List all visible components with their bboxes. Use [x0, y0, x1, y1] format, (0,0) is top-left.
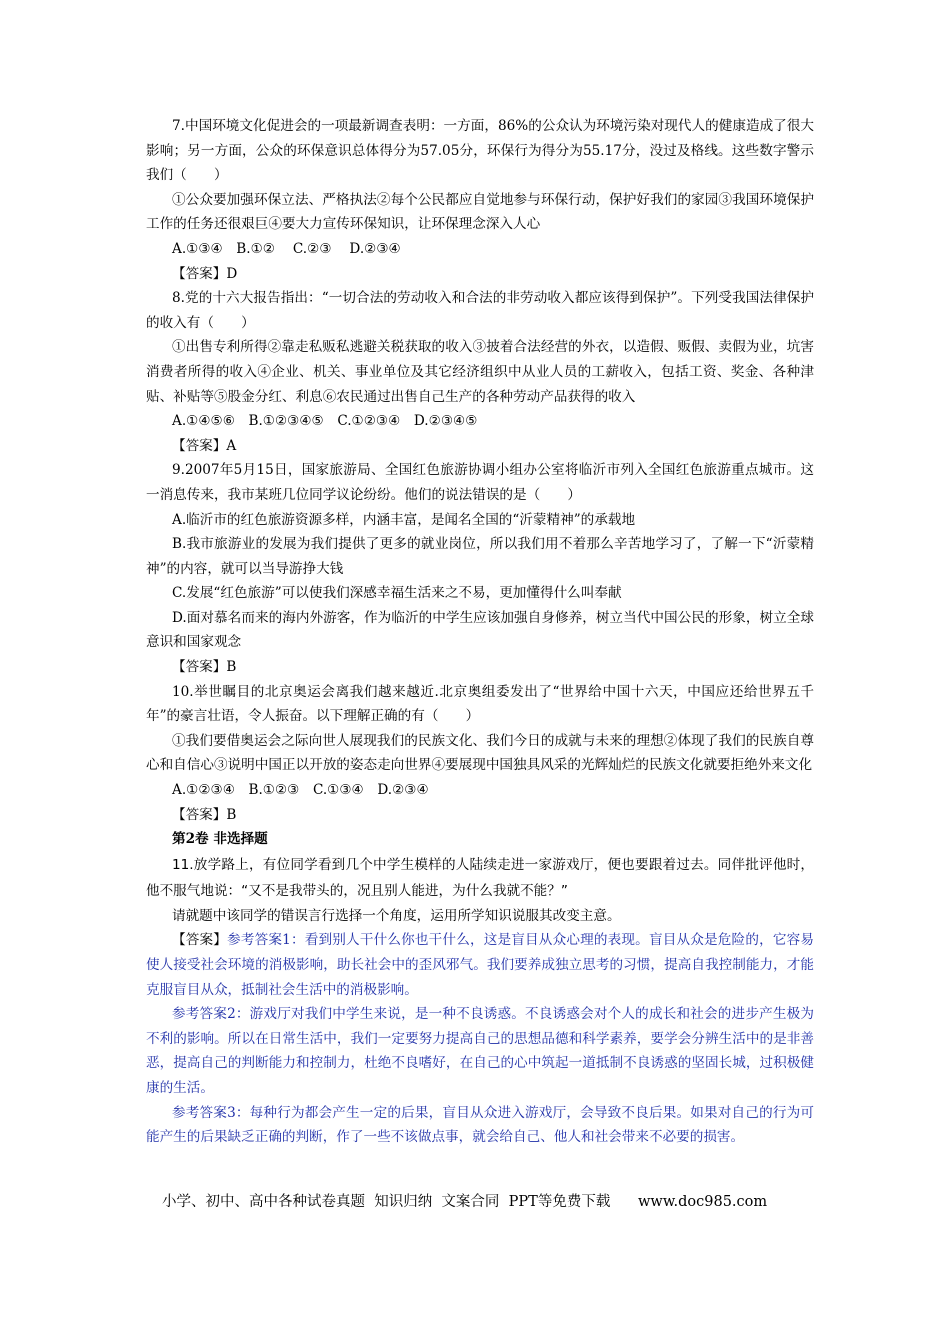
question-10-answer: 【答案】B — [172, 806, 237, 823]
footer-text: 小学、初中、高中各种试卷真题 知识归纳 文案合同 PPT等免费下载 www.doc985.com — [162, 1194, 768, 1210]
question-11-answer-3: 参考答案3：每种行为都会产生一定的后果，盲目从众进入游戏厅，会导致不良后果。如果对自己的行为可能产生的后果缺乏正确的判断，作了一些不该做点事，就会给自己、他人和社会带来不必要的损害。 — [146, 1104, 814, 1146]
question-11-stem: 11.放学路上，有位同学看到几个中学生模样的人陆续走进一家游戏厅，便也要跟着过去。同伴批评他时，他不服气地说：“又不是我带头的，况且别人能进，为什么我就不能？” — [146, 856, 814, 899]
document-body — [146, 114, 814, 1150]
question-7-stem: 7.中国环境文化促进会的一项最新调查表明：一方面，86%的公众认为环境污染对现代人的健康造成了很大影响；另一方面，公众的环保意识总体得分为57.05分，环保行为得分为55.17分，没过及格线。这些数字警示我们（ ） — [146, 118, 814, 184]
question-10-options: A.①②③④ B.①②③ C.①③④ D.②③④ — [172, 782, 429, 799]
question-11-answer-2: 参考答案2：游戏厅对我们中学生来说，是一种不良诱惑。不良诱惑会对个人的成长和社会的进步产生极为不利的影响。所以在日常生活中，我们一定要努力提高自己的思想品德和科学素养，要学会分辨生活中的是非善恶，提高自己的判断能力和控制力，杜绝不良嗜好，在自己的心中筑起一道抵制不良诱惑的坚固长城，过积极健康的生活。 — [146, 1006, 814, 1096]
question-10-items: ①我们要借奥运会之际向世人展现我们的民族文化、我们今日的成就与未来的理想②体现了我们的民族自尊心和自信心③说明中国正以开放的姿态走向世界④要展现中国独具风采的光辉灿烂的民族文化就要拒绝外来文化 — [146, 732, 814, 774]
question-8-answer: 【答案】A — [172, 437, 237, 454]
question-9-option-d: D.面对慕名而来的海内外游客，作为临沂的中学生应该加强自身修养，树立当代中国公民的形象，树立全球意识和国家观念 — [146, 609, 814, 651]
question-7-items: ①公众要加强环保立法、严格执法②每个公民都应自觉地参与环保行动，保护好我们的家园③我国环境保护工作的任务还很艰巨④要大力宣传环保知识，让环保理念深入人心 — [146, 191, 814, 233]
question-7-answer: 【答案】D — [172, 265, 238, 282]
question-9-stem: 9.2007年5月15日，国家旅游局、全国红色旅游协调小组办公室将临沂市列入全国红色旅游重点城市。这一消息传来，我市某班几位同学议论纷纷。他们的说法错误的是（ ） — [146, 462, 814, 503]
question-9-option-b: B.我市旅游业的发展为我们提供了更多的就业岗位，所以我们用不着那么辛苦地学习了，了解一下“沂蒙精神”的内容，就可以当导游挣大钱 — [146, 536, 814, 577]
answer-label: 【答案】 — [172, 932, 228, 949]
question-8-options: A.①④⑤⑥ B.①②③④⑤ C.①②③④ D.②③④⑤ — [172, 413, 478, 430]
question-11-ask: 请就题中该同学的错误言行选择一个角度，运用所学知识说服其改变主意。 — [172, 907, 621, 924]
answer-1-text: 参考答案1：看到别人干什么你也干什么，这是盲目从众心理的表现。盲目从众是危险的，它容易使人接受社会环境的消极影响，助长社会中的歪风邪气。我们要养成独立思考的习惯，提高自我控制能力，才能克服盲目从众，抵制社会生活中的消极影响。 — [146, 932, 814, 998]
question-7-options: A.①③④ B.①② C.②③ D.②③④ — [172, 240, 401, 257]
question-10-stem: 10.举世瞩目的北京奥运会离我们越来越近.北京奥组委发出了“世界给中国十六天，中国应还给世界五千年”的豪言壮语，令人振奋。以下理解正确的有（ ） — [146, 683, 814, 725]
question-9-option-a: A.临沂市的红色旅游资源多样，内涵丰富，是闻名全国的“沂蒙精神”的承载地 — [172, 511, 636, 528]
question-9-answer: 【答案】B — [172, 659, 237, 676]
question-8-stem: 8.党的十六大报告指出：“一切合法的劳动收入和合法的非劳动收入都应该得到保护”。下列受我国法律保护的收入有（ ） — [146, 290, 814, 331]
question-8-items: ①出售专利所得②靠走私贩私逃避关税获取的收入③披着合法经营的外衣，以造假、贩假、卖假为业，坑害消费者所得的收入④企业、机关、事业单位及其它经济组织中从业人员的工薪收入，包括工资、奖金、各种津贴、补贴等⑤股金分红、利息⑥农民通过出售自己生产的各种劳动产品获得的收入 — [146, 339, 814, 405]
question-11-answer-1 — [146, 928, 814, 1002]
question-9-option-c: C.发展“红色旅游”可以使我们深感幸福生活来之不易，更加懂得什么叫奉献 — [172, 585, 622, 602]
section-heading: 第2卷 非选择题 — [172, 831, 268, 848]
